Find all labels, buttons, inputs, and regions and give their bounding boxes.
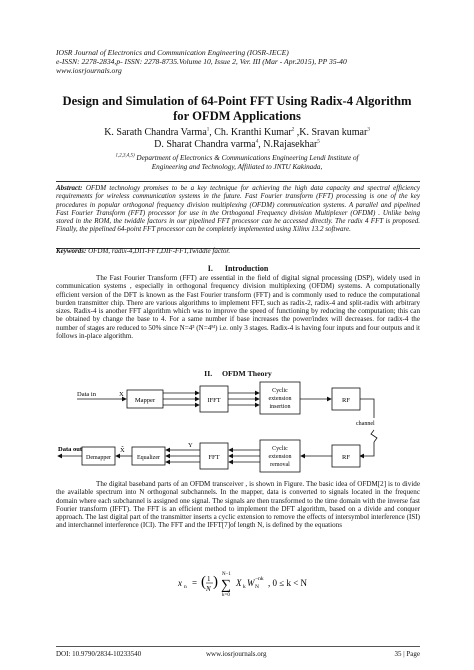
journal-issn: e-ISSN: 2278-2834,p- ISSN: 2278-8735.Volume 10, Issue 2, Ver. III (Mar - Apr.2015), PP 35-40 bbox=[56, 57, 347, 66]
footer-website[interactable]: www.iosrjournals.org bbox=[206, 650, 267, 658]
cyclic-removal-line2: extension bbox=[268, 454, 292, 460]
channel-label: channel bbox=[356, 421, 375, 427]
cyclic-removal-line1: Cyclic bbox=[272, 446, 288, 452]
symbol-xhat-label: X̂ bbox=[120, 447, 125, 454]
eq-lhs-sub: n bbox=[184, 584, 187, 590]
author-sup: 2 bbox=[291, 127, 295, 133]
introduction-paragraph: The Fast Fourier Transform (FFT) are essential in the field of digital signal processing (DSP), widely used in communication systems , especially in orthogonal frequency division multiplexing (OFDM) systems. A computationally efficient version of the DFT is known as the Fast Fourier transform (FFT) and is commonly used to reduce the computational burden transmitter chip. There are various algorithms to implement FFT, such as radix-2, radix-4 and split-radix with arbitrary sizes. Radix-4 is another FFT algorithm which was to improve the speed of functioning by reducing the computation; this can be obtained by change the base to 4. For a same number if base increases the power/index will decreases. for radix-4 the number of stages are reduced to 50% since N=4³ (N=4ᴹ) i.e. only 3 stages. Radix-4 is having four inputs and four outputs and it follows in-place algorithm. bbox=[56, 274, 420, 341]
rx-rf-label: RF bbox=[342, 454, 350, 461]
ofdm-paragraph: The digital baseband parts of an OFDM transceiver , is shown in Figure. The basic idea of OFDM[2] is to divide the available spectrum into N orthogonal subchannels. In the mapper, data is converted to signals located in the frequenc domain where each subchannel is assigned one signal. The signals are then transformed to the time domain with the inverse fast Fourier transform (IFFT). The FFT is an efficient method to implement the DFT algorithm, based on a divide and conquer approach. The last digital part of the transmitter inserts a cyclic extension to remove the effects of intersymbol interference (ISI) and interchannel interference (ICI). The FFT and the IFFT[7]of length N, is defined by the equations bbox=[56, 480, 420, 530]
author-sup: 4 bbox=[255, 139, 259, 145]
abstract-text: OFDM technology promises to be a key technique for achieving the high data capacity and spectral efficiency requirements for wireless communication systems in the future. Fast Fourier transform (FFT) processing is one of the key procedures in popular orthogonal frequency division multiplexing (OFDM) communication systems. A parallel and pipelined Fast Fourier Transform (FFT) processor for use in the Orthogonal Frequency division Multiplexer (OFDM) . Unlike being stored in the ROM, the twiddle factors in our pipelined FFT processor can be accessed directly. The radix 4 FFT is proposed. Finally, the pipelined 64-point FFT processor can be completely implemented using Xilinx 13.2 software. bbox=[56, 184, 420, 234]
eq-X-sub: k bbox=[243, 584, 246, 590]
footer-doi: DOI: 10.9790/2834-10233540 bbox=[56, 650, 142, 658]
section-number: I. bbox=[207, 264, 213, 273]
section-heading-introduction bbox=[56, 264, 420, 273]
eq-X: X bbox=[236, 578, 242, 588]
authors-line-1 bbox=[40, 127, 434, 139]
keywords-label: Keywords: bbox=[56, 247, 87, 255]
equalizer-label: Equalizer bbox=[137, 455, 160, 461]
fft-label: FFT bbox=[208, 454, 220, 461]
author-name: K. Sarath Chandra Varma bbox=[104, 127, 207, 138]
cyclic-insertion-line3: insertion bbox=[269, 404, 291, 410]
journal-name: IOSR Journal of Electronics and Communication Engineering (IOSR-JECE) bbox=[56, 48, 289, 57]
author-sup: 5 bbox=[317, 139, 320, 145]
demapper-label: Demapper bbox=[86, 455, 111, 461]
section-title: Introduction bbox=[224, 264, 269, 273]
ofdm-block-diagram bbox=[56, 378, 420, 474]
eq-paren-open: ( bbox=[201, 574, 206, 590]
author-name: , N.Rajasekhar bbox=[258, 139, 318, 150]
data-out-label: Data out bbox=[58, 446, 83, 453]
journal-url[interactable]: www.iosrjournals.org bbox=[56, 66, 122, 75]
footer-page-number: 35 | Page bbox=[394, 650, 420, 658]
eq-numerator: 1 bbox=[207, 575, 211, 583]
title-line-1: Design and Simulation of 64-Point FFT Using Radix-4 Algorithm bbox=[62, 94, 412, 108]
abstract-block bbox=[56, 181, 420, 249]
eq-sum-symbol: ∑ bbox=[221, 578, 231, 593]
symbol-y-label: Y bbox=[188, 442, 193, 449]
eq-W-sup: −nk bbox=[255, 576, 264, 582]
eq-W: W bbox=[247, 578, 255, 588]
eq-sum-upper: N−1 bbox=[222, 572, 231, 577]
cyclic-insertion-line1: Cyclic bbox=[272, 388, 288, 394]
symbol-x-label: X bbox=[119, 391, 124, 398]
author-name: ,K. Sravan kumar bbox=[294, 127, 368, 138]
eq-denominator: N bbox=[206, 585, 211, 593]
cyclic-removal-line3: removal bbox=[270, 462, 290, 468]
keywords-text: OFDM, radix-4,DIT-FFT,DIF-FFT,Twiddle factor. bbox=[88, 247, 231, 255]
author-sup: 1 bbox=[206, 127, 210, 133]
cyclic-insertion-line2: extension bbox=[268, 396, 292, 402]
authors-line-2 bbox=[40, 139, 434, 151]
title-line-2: for OFDM Applications bbox=[173, 109, 301, 123]
eq-condition: , 0 ≤ k < N bbox=[268, 578, 308, 588]
mapper-label: Mapper bbox=[134, 397, 156, 404]
affiliation-line-1 bbox=[40, 154, 434, 163]
affiliation-line-2: Engineering and Technology, Affiliated to JNTU Kakinada, bbox=[151, 163, 323, 171]
section-title: OFDM Theory bbox=[221, 369, 272, 378]
affiliation bbox=[40, 154, 434, 172]
tx-rf-label: RF bbox=[342, 397, 350, 404]
eq-W-sub: N bbox=[255, 584, 259, 590]
section-number: II. bbox=[204, 369, 213, 378]
author-sup: 3 bbox=[367, 127, 370, 133]
eq-equals: = bbox=[192, 578, 198, 588]
author-list bbox=[40, 127, 434, 151]
abstract-label: Abstract: bbox=[56, 184, 83, 192]
idft-equation bbox=[150, 568, 350, 598]
paper-title bbox=[40, 94, 434, 124]
channel-path-top bbox=[360, 399, 374, 418]
data-in-label: Data in bbox=[77, 391, 96, 398]
ifft-label: IFFT bbox=[207, 397, 221, 404]
eq-sum-lower: k=0 bbox=[222, 593, 230, 598]
channel-path-bottom bbox=[360, 442, 374, 456]
channel-icon bbox=[371, 430, 377, 442]
section-heading-ofdm-theory bbox=[56, 369, 420, 378]
affiliation-sup: 1,2,3,4,5) bbox=[115, 153, 135, 159]
affiliation-text: Department of Electronics & Communications Engineering Lendi Institute of bbox=[136, 154, 359, 162]
eq-lhs: x bbox=[178, 578, 182, 588]
keywords bbox=[56, 247, 420, 255]
eq-paren-close: ) bbox=[213, 574, 218, 590]
author-name: D. Sharat Chandra varma bbox=[154, 139, 256, 150]
author-name: , Ch. Kranthi Kumar bbox=[209, 127, 292, 138]
page-footer bbox=[56, 646, 420, 661]
